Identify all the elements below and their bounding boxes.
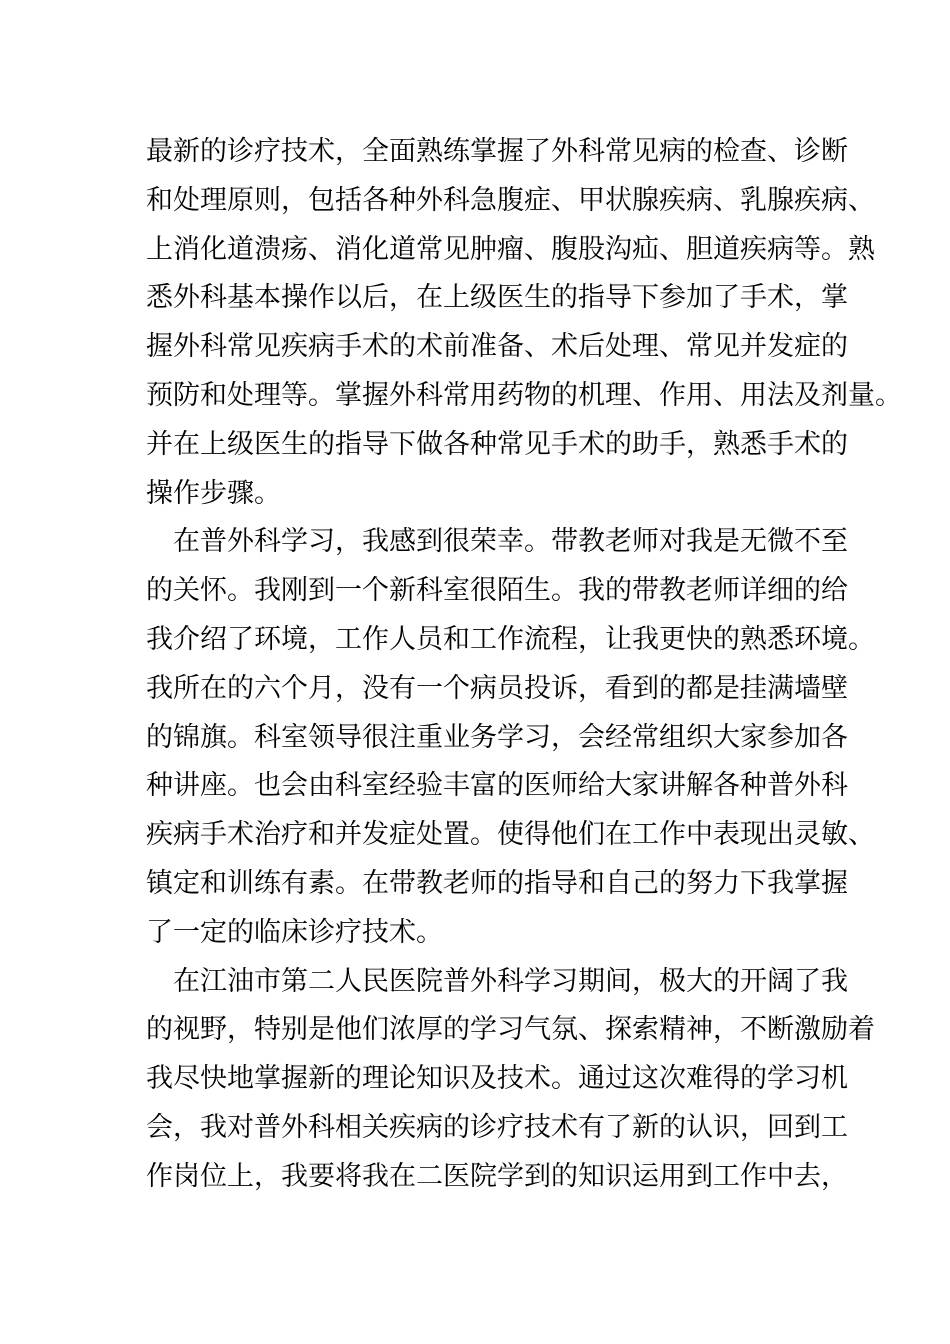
- text-line: 的关怀。我刚到一个新科室很陌生。我的带教老师详细的给: [146, 575, 848, 607]
- body-text: [146, 128, 902, 1202]
- text-line: 我尽快地掌握新的理论知识及技术。通过这次难得的学习机: [146, 1063, 848, 1095]
- text-line: 了一定的临床诊疗技术。: [146, 916, 443, 948]
- text-line: 预防和处理等。掌握外科常用药物的机理、作用、用法及剂量。: [146, 379, 902, 411]
- text-line: 的锦旗。科室领导很注重业务学习，会经常组织大家参加各: [146, 721, 848, 753]
- text-line: 我介绍了环境，工作人员和工作流程，让我更快的熟悉环境。: [146, 623, 875, 655]
- text-line: 上消化道溃疡、消化道常见肿瘤、腹股沟疝、胆道疾病等。熟: [146, 233, 875, 265]
- text-line: 的视野，特别是他们浓厚的学习气氛、探索精神，不断激励着: [146, 1014, 875, 1046]
- text-line: 在普外科学习，我感到很荣幸。带教老师对我是无微不至: [146, 526, 848, 558]
- paragraph-3: [146, 958, 875, 1202]
- text-line: 会，我对普外科相关疾病的诊疗技术有了新的认识，回到工: [146, 1111, 848, 1143]
- text-line: 和处理原则，包括各种外科急腹症、甲状腺疾病、乳腺疾病、: [146, 184, 875, 216]
- text-line: 最新的诊疗技术，全面熟练掌握了外科常见病的检查、诊断: [146, 136, 848, 167]
- text-line: 操作步骤。: [146, 477, 281, 509]
- text-line: 在江油市第二人民医院普外科学习期间，极大的开阔了我: [146, 965, 848, 997]
- paragraph-1: [146, 128, 902, 518]
- text-line: 作岗位上，我要将我在二医院学到的知识运用到工作中去，: [146, 1160, 848, 1192]
- text-line: 悉外科基本操作以后，在上级医生的指导下参加了手术，掌: [146, 282, 848, 314]
- text-line: 种讲座。也会由科室经验丰富的医师给大家讲解各种普外科: [146, 770, 848, 802]
- text-line: 并在上级医生的指导下做各种常见手术的助手，熟悉手术的: [146, 428, 848, 460]
- text-line: 我所在的六个月，没有一个病员投诉，看到的都是挂满墙壁: [146, 672, 848, 704]
- paragraph-2: [146, 518, 875, 957]
- text-line: 握外科常见疾病手术的术前准备、术后处理、常见并发症的: [146, 331, 848, 363]
- text-line: 疾病手术治疗和并发症处置。使得他们在工作中表现出灵敏、: [146, 819, 875, 851]
- text-line: 镇定和训练有素。在带教老师的指导和自己的努力下我掌握: [146, 867, 848, 899]
